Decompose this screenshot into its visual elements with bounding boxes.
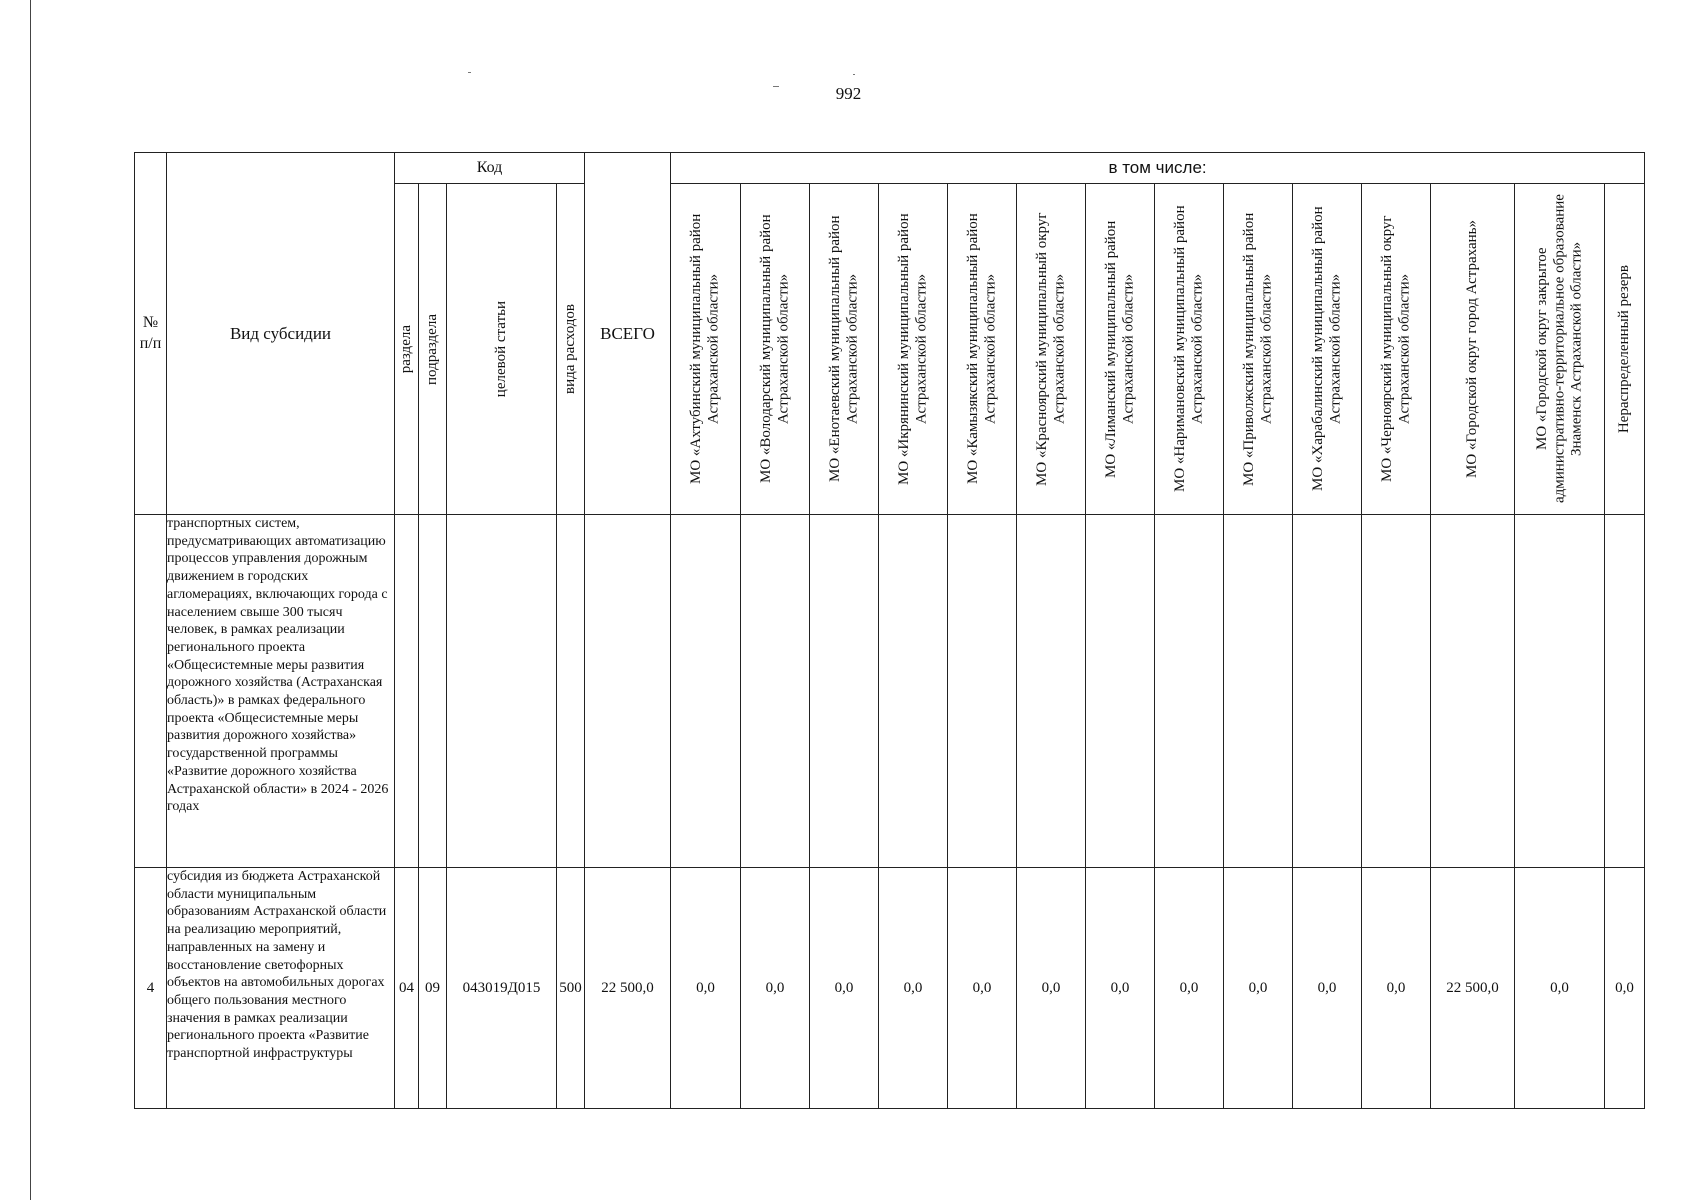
- row-value: [1515, 515, 1605, 868]
- row-no: [135, 515, 167, 868]
- row-value: 0,0: [879, 868, 948, 1109]
- header-municipality: МО «Икрянинский муниципальный район Астраханской области»: [879, 184, 948, 515]
- header-municipality: МО «Володарский муниципальный район Астраханской области»: [741, 184, 810, 515]
- header-code-expense-type: вида расходов: [557, 184, 585, 515]
- header-municipality: МО «Камызякский муниципальный район Астраханской области»: [948, 184, 1017, 515]
- table-row: [135, 515, 1645, 868]
- header-code-group: Код: [395, 153, 585, 184]
- scan-edge-line: [30, 0, 31, 1200]
- table-row: [135, 868, 1645, 1109]
- header-municipality: МО «Городской округ закрытое административно-территориальное образование Знаменск Астраханской области»: [1515, 184, 1605, 515]
- row-value: 0,0: [1515, 868, 1605, 1109]
- row-total: 22 500,0: [585, 868, 671, 1109]
- header-municipality: МО «Ахтубинский муниципальный район Астраханской области»: [671, 184, 741, 515]
- header-reserve: Нераспределенный резерв: [1605, 184, 1645, 515]
- row-value: [810, 515, 879, 868]
- row-value: 0,0: [1293, 868, 1362, 1109]
- row-value: 0,0: [1362, 868, 1431, 1109]
- header-total: ВСЕГО: [585, 153, 671, 515]
- row-value: 0,0: [1605, 868, 1645, 1109]
- row-value: [948, 515, 1017, 868]
- row-value: [1431, 515, 1515, 868]
- row-value: 0,0: [671, 868, 741, 1109]
- row-value: [1086, 515, 1155, 868]
- row-value: [1293, 515, 1362, 868]
- row-target: [447, 515, 557, 868]
- row-total: [585, 515, 671, 868]
- row-section: [395, 515, 419, 868]
- row-value: [671, 515, 741, 868]
- row-subsection: [419, 515, 447, 868]
- row-value: 22 500,0: [1431, 868, 1515, 1109]
- row-expense-type: 500: [557, 868, 585, 1109]
- row-value: 0,0: [948, 868, 1017, 1109]
- header-including: в том числе:: [671, 153, 1645, 184]
- row-value: 0,0: [810, 868, 879, 1109]
- row-value: 0,0: [1224, 868, 1293, 1109]
- subsidy-table: [134, 152, 1645, 1109]
- header-no: № п/п: [135, 153, 167, 515]
- header-subsidy-type: Вид субсидии: [167, 153, 395, 515]
- header-municipality: МО «Городской округ город Астрахань»: [1431, 184, 1515, 515]
- row-value: 0,0: [1017, 868, 1086, 1109]
- row-value: [741, 515, 810, 868]
- header-municipality: МО «Черноярский муниципальный округ Астраханской области»: [1362, 184, 1431, 515]
- header-code-subsection: подраздела: [419, 184, 447, 515]
- header-code-target: целевой статьи: [447, 184, 557, 515]
- row-target: 043019Д015: [447, 868, 557, 1109]
- row-value: [879, 515, 948, 868]
- header-code-section: раздела: [395, 184, 419, 515]
- row-description: транспортных систем, предусматривающих автоматизацию процессов управления дорожным движением в городских агломерациях, включающих города с населением свыше 300 тысяч человек, в рамках реализации регионального проекта «Общесистемные меры развития дорожного хозяйства (Астраханская область)» в рамках федерального проекта «Общесистемные меры развития дорожного хозяйства» государственной программы «Развитие дорожного хозяйства Астраханской области» в 2024 - 2026 годах: [167, 515, 395, 868]
- row-no: 4: [135, 868, 167, 1109]
- row-description: субсидия из бюджета Астраханской области муниципальным образованиям Астраханской области на реализацию мероприятий, направленных на замену и восстановление светофорных объектов на автомобильных дорогах общего пользования местного значения в рамках реализации регионального проекта «Развитие транспортной инфраструктуры: [167, 868, 395, 1109]
- row-value: 0,0: [1155, 868, 1224, 1109]
- header-municipality: МО «Харабалинский муниципальный район Астраханской области»: [1293, 184, 1362, 515]
- header-municipality: МО «Приволжский муниципальный район Астраханской области»: [1224, 184, 1293, 515]
- row-value: [1362, 515, 1431, 868]
- row-subsection: 09: [419, 868, 447, 1109]
- row-value: [1155, 515, 1224, 868]
- header-row-top: [135, 153, 1645, 184]
- row-value: [1017, 515, 1086, 868]
- page-number: 992: [835, 84, 862, 103]
- header-municipality: МО «Красноярский муниципальный округ Астраханской области»: [1017, 184, 1086, 515]
- scan-speck: [468, 72, 471, 73]
- row-value: 0,0: [741, 868, 810, 1109]
- header-municipality: МО «Наримановский муниципальный район Астраханской области»: [1155, 184, 1224, 515]
- row-value: 0,0: [1086, 868, 1155, 1109]
- row-section: 04: [395, 868, 419, 1109]
- row-expense-type: [557, 515, 585, 868]
- scan-speck: [853, 74, 855, 75]
- row-value: [1224, 515, 1293, 868]
- row-value: [1605, 515, 1645, 868]
- header-municipality: МО «Лиманский муниципальный район Астраханской области»: [1086, 184, 1155, 515]
- header-municipality: МО «Енотаевский муниципальный район Астраханской области»: [810, 184, 879, 515]
